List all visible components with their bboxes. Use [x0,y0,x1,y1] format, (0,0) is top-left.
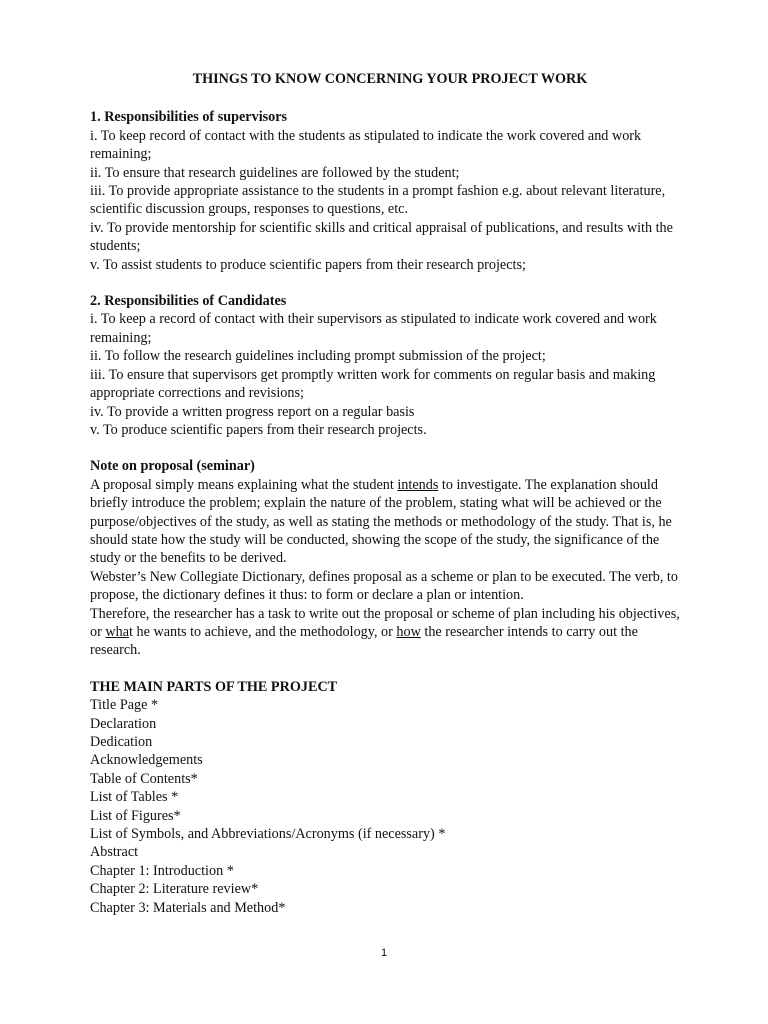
proposal-text: the researcher intends to carry out the research. [90,623,638,659]
proposal-text: Therefore, the researcher has a task to write out the proposal or scheme of plan including his objectives, or [90,605,680,640]
proposal-heading: Note on proposal (seminar) [90,458,255,475]
candidates-item: iv. To provide a written progress report on a regular basis [90,403,415,420]
main-parts-item: Abstract [90,844,139,861]
supervisors-item: iv. To provide mentorship for scientific skills and critical appraisal of publications, and results with the students; [90,219,673,255]
supervisors-section [90,108,690,274]
proposal-paragraph-2: Webster’s New Collegiate Dictionary, defines proposal as a scheme or plan to be executed. The verb, to propose, the dictionary defines it thus: to form or declare a plan or intention. [90,568,678,604]
supervisors-heading: 1. Responsibilities of supervisors [90,109,288,126]
main-parts-item: Table of Contents* [90,770,198,787]
candidates-item: i. To keep a record of contact with their supervisors as stipulated to indicate work covered and work remaining; [90,311,657,346]
main-parts-section [90,678,690,917]
main-parts-item: List of Figures* [90,807,181,824]
document-title: THINGS TO KNOW CONCERNING YOUR PROJECT WORK [192,71,588,87]
main-parts-item: Declaration [90,715,157,732]
document-page [90,70,690,917]
underlined-word-what: wha [105,623,130,640]
supervisors-item: ii. To ensure that research guidelines are followed by the student; [90,164,460,181]
main-parts-item: Chapter 1: Introduction * [90,862,234,879]
candidates-item: ii. To follow the research guidelines including prompt submission of the project; [90,348,546,365]
proposal-text: A proposal simply means explaining what the student [90,476,398,493]
main-parts-item: List of Tables * [90,789,179,806]
main-parts-item: Acknowledgements [90,752,203,769]
proposal-text: t he wants to achieve, and the methodology, or [129,623,397,640]
main-parts-item: Dedication [90,734,153,750]
main-parts-item: Chapter 2: Literature review* [90,881,259,898]
main-parts-item: List of Symbols, and Abbreviations/Acronyms (if necessary) * [90,826,446,843]
proposal-paragraph-1 [90,476,690,568]
underlined-word-how: how [396,623,421,640]
supervisors-item: v. To assist students to produce scientific papers from their research projects; [90,256,526,273]
main-parts-item: Chapter 3: Materials and Method* [90,899,286,916]
supervisors-item: i. To keep record of contact with the students as stipulated to indicate the work covered and work remaining; [90,127,642,163]
candidates-item: v. To produce scientific papers from their research projects. [90,421,427,438]
main-parts-item: Title Page * [90,697,159,714]
proposal-section [90,457,690,659]
proposal-text: to investigate. The explanation should briefly introduce the problem; explain the nature of the problem, stating what will be achieved or the purpose/objectives of the study, as well as stating the methods or methodology of the study. That is, he should state how the study will be conducted, showing the scope of the study, the significance of the study or the benefits to be derived. [90,476,672,567]
proposal-paragraph-3 [90,605,690,660]
supervisors-item: iii. To provide appropriate assistance to the students in a prompt fashion e.g. about relevant literature, scientific discussion groups, responses to questions, etc. [90,183,666,218]
underlined-word-intends: intends [397,476,439,493]
main-parts-heading: THE MAIN PARTS OF THE PROJECT [90,678,338,695]
candidates-item: iii. To ensure that supervisors get promptly written work for comments on regular basis and making appropriate corrections and revisions; [90,366,656,402]
candidates-section [90,292,690,439]
candidates-heading: 2. Responsibilities of Candidates [90,293,287,310]
page-number: 1 [380,947,388,959]
